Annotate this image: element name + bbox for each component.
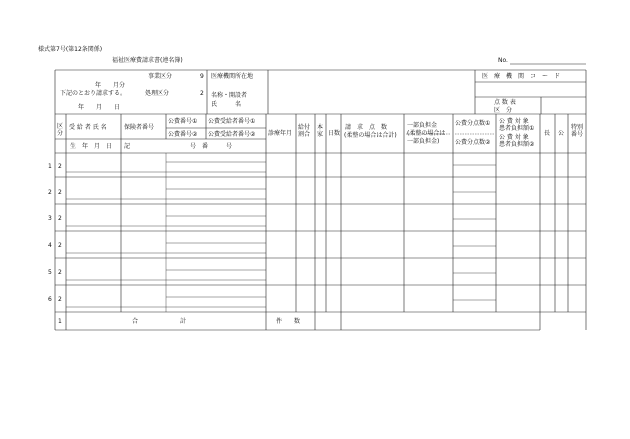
col-public-points-2: 公費分点数② (455, 139, 491, 146)
footer-index: 1 (58, 318, 62, 325)
col-claim-points: 請 求 点 数 (345, 124, 388, 131)
col-main-family: 本家 (317, 124, 324, 138)
col-bango: 号 番 号 (190, 143, 233, 150)
col-treatment-month: 診療年月 (268, 130, 293, 137)
business-type-value: 9 (200, 73, 204, 80)
row-kubun: 2 (58, 189, 62, 196)
col-copay-2: 一部負担金) (407, 138, 440, 145)
date-line: 年 月 日 (78, 104, 121, 111)
form-number: 様式第7号(第12条関係) (38, 46, 103, 53)
row-index: 3 (48, 215, 52, 222)
col-birthdate: 生 年 月 日 (70, 143, 113, 150)
row-index: 2 (48, 189, 52, 196)
row-kubun: 2 (58, 296, 62, 303)
year-month: 年 月分 (95, 82, 126, 89)
name-label: 氏 名 (211, 101, 242, 108)
col-public-copay-2a: 公 費 対 象 (499, 134, 529, 141)
col-special-number: 特別番号 (571, 124, 584, 138)
total-label: 合 計 (132, 318, 187, 325)
col-days: 日数 (328, 130, 341, 137)
col-copay-1: 一部負担金 (407, 122, 438, 129)
business-type-label: 事業区分 (148, 73, 173, 80)
row-index: 5 (48, 269, 52, 276)
row-kubun: 2 (58, 269, 62, 276)
process-type-label: 処理区分 (145, 90, 170, 97)
row-kubun: 2 (58, 242, 62, 249)
row-kubun: 2 (58, 215, 62, 222)
col-public-recipient-2: 公費受給者番号② (208, 131, 256, 138)
facility-code-label: 医 療 機 関 コ ー ド (482, 73, 561, 80)
col-public-copay-1a: 公 費 対 象 (499, 118, 529, 125)
facility-address-label: 医療機関所在地 (211, 73, 254, 80)
col-copay-note: (柔整の場合は (407, 130, 446, 137)
col-kigo: 記 (124, 143, 131, 150)
row-index: 6 (48, 296, 52, 303)
row-kubun: 2 (58, 163, 62, 170)
col-public-number-1: 公費番号① (168, 118, 198, 125)
col-public: 公 (558, 130, 565, 137)
col-insured-number: 保険者番号 (124, 124, 155, 131)
form-title: 福祉医療費請求書(連名簿) (112, 57, 183, 64)
score-table-label: 点 数 表 (494, 99, 516, 106)
col-long: 長 (544, 130, 551, 137)
col-public-copay-2b: 患者負担額② (499, 141, 535, 148)
category-label: 区 分 (494, 107, 513, 114)
number-label: No. (498, 57, 508, 64)
count-label: 件 数 (276, 318, 301, 325)
facility-name-label: 名称・開設者 (211, 92, 248, 99)
col-public-number-2: 公費番号② (168, 131, 198, 138)
claim-text: 下記のとおり請求する。 (60, 90, 127, 97)
row-index: 4 (48, 242, 52, 249)
col-public-copay-1b: 患者負担額① (499, 125, 535, 132)
row-index: 1 (48, 163, 52, 170)
process-type-value: 2 (200, 90, 204, 97)
col-claim-points-note: (柔整の場合は合計) (344, 132, 397, 139)
col-kubun: 区分 (57, 123, 64, 137)
col-benefit-rate: 給付割合 (298, 124, 311, 138)
col-public-recipient-1: 公費受給者番号① (208, 118, 256, 125)
col-public-points-1: 公費分点数① (455, 120, 491, 127)
col-recipient-name: 受 給 者 氏 名 (69, 124, 107, 131)
